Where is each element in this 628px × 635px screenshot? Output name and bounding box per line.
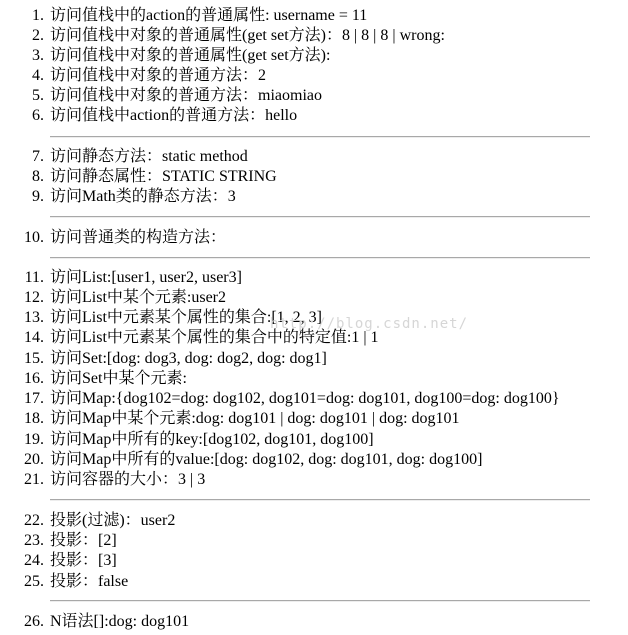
item-text: 访问List中某个元素:user2 <box>50 289 226 306</box>
item-text: 访问Map:{dog102=dog: dog102, dog101=dog: dog101, dog100=dog: dog100} <box>50 390 560 407</box>
watermark: http://blog.csdn.net/ <box>270 316 469 332</box>
item-number: 19. <box>24 431 44 448</box>
item-number: 9. <box>32 188 44 205</box>
item-number: 1. <box>32 7 44 24</box>
item-number: 24. <box>24 552 44 569</box>
item-number: 11. <box>24 269 44 286</box>
item-text: 访问静态属性：STATIC STRING <box>50 168 277 185</box>
item-text: 访问Map中所有的value:[dog: dog102, dog: dog101, dog: dog100] <box>50 451 483 468</box>
item-number: 14. <box>24 329 44 346</box>
item-text: 访问List:[user1, user2, user3] <box>50 269 242 286</box>
item-number: 8. <box>32 168 44 185</box>
item-number: 10. <box>24 229 44 246</box>
divider <box>50 216 590 218</box>
divider <box>50 257 590 259</box>
item-text: 投影：[2] <box>50 532 117 549</box>
item-number: 2. <box>32 27 44 44</box>
item-text: 访问值栈中对象的普通属性(get set方法)：8 | 8 | 8 | wrong: <box>50 27 445 44</box>
item-text: 访问值栈中action的普通方法：hello <box>50 107 298 124</box>
item-text: 访问Map中某个元素:dog: dog101 | dog: dog101 | dog: dog101 <box>50 410 460 427</box>
item-text: 访问Math类的静态方法：3 <box>50 188 236 205</box>
item-number: 22. <box>24 512 44 529</box>
item-number: 4. <box>32 67 44 84</box>
item-text: 访问静态方法：static method <box>50 148 248 165</box>
item-number: 6. <box>32 107 44 124</box>
item-number: 23. <box>24 532 44 549</box>
item-number: 5. <box>32 87 44 104</box>
item-text: 访问Set:[dog: dog3, dog: dog2, dog: dog1] <box>50 350 327 367</box>
item-text: 访问值栈中的action的普通属性: username = 11 <box>50 7 368 24</box>
item-text: 访问值栈中对象的普通方法：2 <box>50 67 267 84</box>
item-text: 访问普通类的构造方法： <box>50 229 227 246</box>
item-number: 13. <box>24 309 44 326</box>
item-text: 访问Map中所有的key:[dog102, dog101, dog100] <box>50 431 374 448</box>
item-text: 访问List中元素某个属性的集合中的特定值:1 | 1 <box>50 329 379 346</box>
item-number: 16. <box>24 370 44 387</box>
item-text: 访问值栈中对象的普通方法：miaomiao <box>50 87 322 104</box>
item-text: 投影：[3] <box>50 552 117 569</box>
item-text: 投影(过滤)：user2 <box>50 512 176 529</box>
item-text: 访问容器的大小：3 | 3 <box>50 471 206 488</box>
item-text: N语法[]:dog: dog101 <box>50 613 190 630</box>
item-number: 7. <box>32 148 44 165</box>
item-text: 投影：false <box>50 573 129 590</box>
item-number: 15. <box>24 350 44 367</box>
item-number: 12. <box>24 289 44 306</box>
item-text: 访问值栈中对象的普通属性(get set方法): <box>50 47 331 64</box>
item-number: 18. <box>24 410 44 427</box>
item-number: 26. <box>24 613 44 630</box>
item-text: 访问Set中某个元素: <box>50 370 187 387</box>
item-text: 访问List中元素某个属性的集合:[1, 2, 3] <box>50 309 322 326</box>
item-number: 25. <box>24 573 44 590</box>
item-number: 21. <box>24 471 44 488</box>
item-number: 20. <box>24 451 44 468</box>
divider <box>50 600 590 602</box>
item-number: 3. <box>32 47 44 64</box>
item-number: 17. <box>24 390 44 407</box>
divider <box>50 499 590 501</box>
divider <box>50 136 590 138</box>
